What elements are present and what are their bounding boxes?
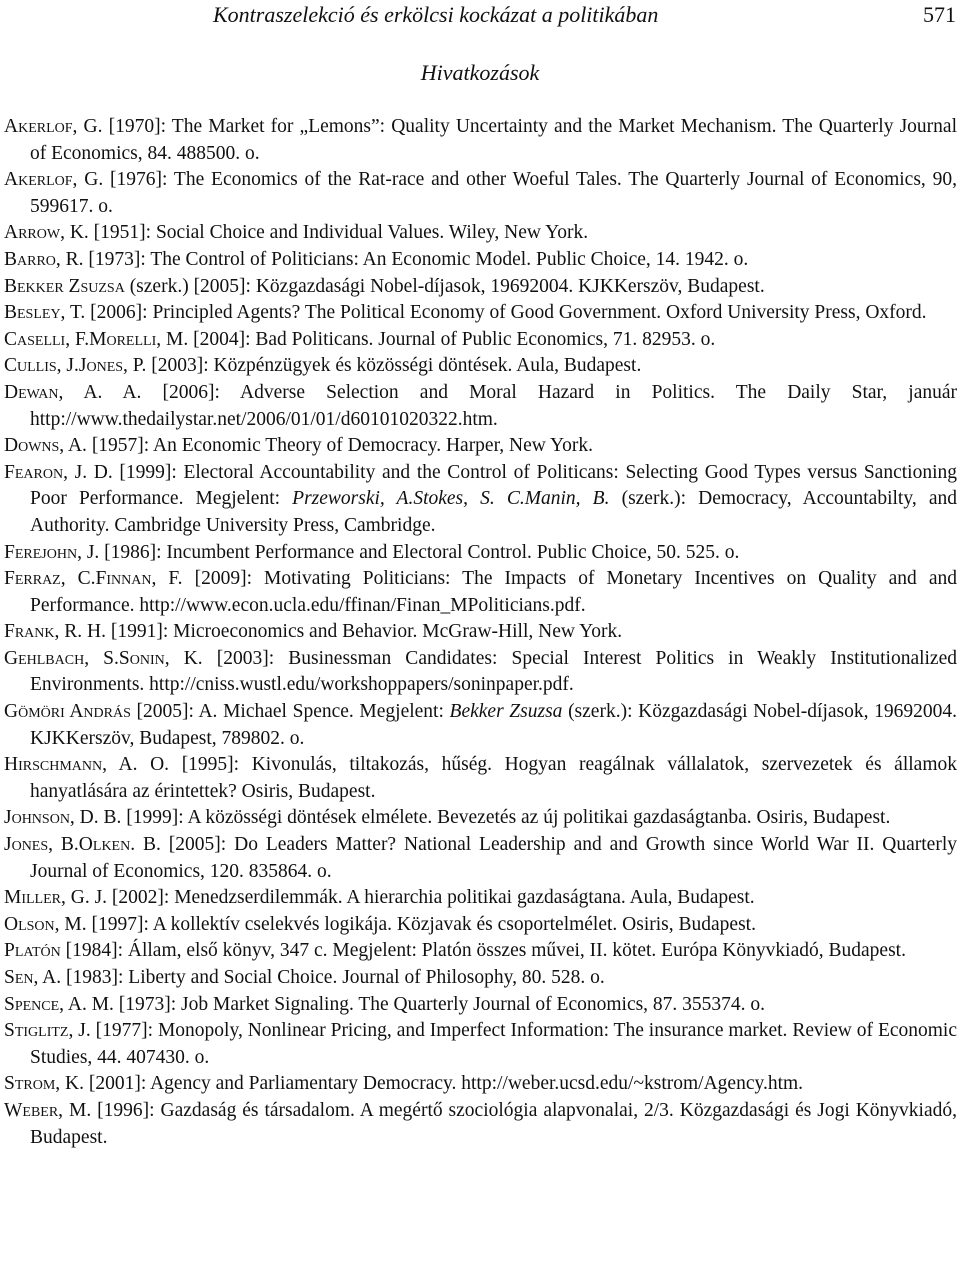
reference-entry [4, 832, 957, 885]
reference-author: Weber, M. [4, 1099, 92, 1121]
reference-text: [1951]: Social Choice and Individual Values. Wiley, New York. [88, 222, 589, 244]
reference-entry [4, 699, 957, 752]
reference-list [4, 114, 957, 1151]
reference-text: [1977]: Monopoly, Nonlinear Pricing, and Imperfect Information: The insurance market. Review of Economic Studies, 44. 407430. o. [30, 1020, 958, 1068]
reference-entry [4, 247, 957, 274]
reference-text: [1957]: An Economic Theory of Democracy. Harper, New York. [86, 435, 594, 457]
reference-author: Gömöri András [4, 701, 131, 723]
reference-author: Ferraz, C.Finnan, F. [4, 568, 183, 590]
reference-entry [4, 433, 957, 460]
reference-author: Sen, A. [4, 967, 62, 988]
reference-text: [1999]: Electoral Accountability and the Control of Politicans: Selecting Good Types versus Sanctioning Poor Performance. Megjelent: [30, 461, 957, 510]
reference-entry [4, 885, 957, 912]
reference-author: Fearon, J. D. [4, 461, 113, 483]
reference-author: Besley, T. [4, 302, 86, 324]
reference-entry [4, 220, 957, 247]
reference-author: Jones, B.Olken. B. [4, 834, 161, 856]
reference-entry [4, 566, 957, 619]
section-title: Hivatkozások [420, 60, 540, 85]
reference-entry [4, 167, 957, 220]
reference-text: [2001]: Agency and Parliamentary Democracy. http://weber.ucsd.edu/~kstrom/Agency.htm. [84, 1073, 804, 1095]
reference-author: Strom, K. [4, 1073, 85, 1095]
reference-text: [2003]: Közpénzügyek és közösségi döntések. Aula, Budapest. [146, 355, 642, 377]
reference-entry [4, 1098, 957, 1151]
reference-entry [4, 114, 957, 167]
reference-author: Dewan, A. A. [4, 381, 142, 403]
reference-author: Caselli, F.Morelli, M. [4, 328, 189, 350]
reference-author: Gehlbach, S.Sonin, K. [4, 647, 203, 669]
header-title: Kontraszelekció és erkölcsi kockázat a politikában [213, 2, 659, 27]
reference-italic-editors: Bekker Zsuzsa [449, 701, 563, 723]
reference-text: [1983]: Liberty and Social Choice. Journal of Philosophy, 80. 528. o. [61, 967, 605, 988]
reference-author: Arrow, K. [4, 222, 89, 244]
reference-text: [1997]: A kollektív cselekvés logikája. Közjavak és csoportelmélet. Osiris, Budapest. [86, 913, 756, 935]
reference-entry [4, 1071, 957, 1098]
reference-entry [4, 300, 957, 327]
reference-text-tail: (szerk.): Democracy, Accountabilty, and Authority. Cambridge University Press, Cambridge. [30, 488, 957, 536]
reference-text: [1984]: Állam, első könyv, 347 c. Megjelent: Platón összes művei, II. kötet. Európa Könyvkiadó, Budapest. [60, 940, 906, 962]
reference-author: Akerlof, G. [4, 116, 103, 137]
reference-text: [2005]: Do Leaders Matter? National Leadership and and Growth since World War II. Quarterly Journal of Economics, 120. 835864. o. [30, 834, 957, 882]
reference-author: Barro, R. [4, 248, 84, 270]
reference-text: [1976]: The Economics of the Rat-race and other Woeful Tales. The Quarterly Journal of Economics, 90, 599617. o. [30, 169, 957, 217]
reference-entry [4, 327, 957, 354]
reference-text: [2005]: A. Michael Spence. Megjelent: [130, 701, 450, 723]
reference-entry [4, 380, 957, 433]
reference-entry [4, 646, 957, 699]
reference-author: Miller, G. J. [4, 887, 108, 909]
reference-text: [2009]: Motivating Politicians: The Impacts of Monetary Incentives on Quality and and Performance. http://www.econ.ucla.edu/ffinan/Finan_MPoliticians.pdf. [30, 568, 957, 616]
reference-author: Platón [4, 940, 61, 962]
reference-text: [2003]: Businessman Candidates: Special Interest Politics in Weakly Institutionalized Environments. http://cniss.wustl.edu/workshoppapers/soninpaper.pdf. [30, 647, 957, 696]
reference-text: [2004]: Bad Politicans. Journal of Public Economics, 71. 82953. o. [188, 328, 716, 350]
reference-text: [1970]: The Market for „Lemons”: Quality Uncertainty and the Market Mechanism. The Quarterly Journal of Economics, 84. 488500. o. [30, 116, 957, 164]
reference-text: [1973]: Job Market Signaling. The Quarterly Journal of Economics, 87. 355374. o. [113, 993, 766, 1015]
reference-text: [1991]: Microeconomics and Behavior. McGraw-Hill, New York. [105, 621, 623, 643]
reference-author: Olson, M. [4, 913, 87, 935]
reference-author: Johnson, D. B. [4, 807, 122, 829]
reference-entry [4, 805, 957, 832]
reference-text: [2002]: Menedzserdilemmák. A hierarchia politikai gazdaságtana. Aula, Budapest. [107, 887, 755, 909]
reference-text-tail: (szerk.): Közgazdasági Nobel-díjasok, 19692004. KJKKerszöv, Budapest, 789802. o. [30, 701, 957, 749]
running-header [0, 0, 960, 30]
reference-text: [1996]: Gazdaság és társadalom. A megértő szociológia alapvonalai, 2/3. Közgazdasági és Jogi Könyvkiadó, Budapest. [30, 1099, 957, 1148]
reference-entry [4, 619, 957, 646]
reference-entry [4, 752, 957, 805]
reference-text: [2006]: Principled Agents? The Political Economy of Good Government. Oxford University Press, Oxford. [85, 302, 927, 324]
reference-entry [4, 1018, 957, 1071]
reference-author: Stiglitz, J. [4, 1020, 91, 1042]
reference-entry [4, 912, 957, 939]
reference-entry [4, 353, 957, 380]
reference-text: [1986]: Incumbent Performance and Electoral Control. Public Choice, 50. 525. o. [99, 541, 740, 563]
reference-text: [1973]: The Control of Politicians: An Economic Model. Public Choice, 14. 1942. o. [83, 248, 749, 270]
reference-author: Bekker Zsuzsa [4, 275, 125, 297]
reference-entry [4, 460, 957, 540]
reference-author: Ferejohn, J. [4, 541, 100, 563]
reference-author: Frank, R. H. [4, 621, 106, 643]
reference-author: Spence, A. M. [4, 993, 114, 1015]
reference-author: Downs, A. [4, 435, 87, 457]
reference-author: Cullis, J.Jones, P. [4, 355, 147, 377]
reference-author: Hirschmann, A. O. [4, 754, 170, 776]
page-number: 571 [923, 2, 956, 27]
reference-entry [4, 992, 957, 1019]
reference-entry [4, 540, 957, 567]
reference-author: Akerlof, G. [4, 169, 104, 191]
reference-entry [4, 938, 957, 965]
reference-entry [4, 274, 957, 301]
reference-text: [2006]: Adverse Selection and Moral Hazard in Politics. The Daily Star, január http://www.thedailystar.net/2006/01/01/d60101020322.htm. [30, 381, 957, 430]
reference-entry [4, 965, 957, 992]
reference-text: [1995]: Kivonulás, tiltakozás, hűség. Hogyan reagálnak vállalatok, szervezetek és államok hanyatlására az érintettek? Osiris, Budapest. [30, 754, 957, 802]
reference-text: (szerk.) [2005]: Közgazdasági Nobel-díjasok, 19692004. KJKKerszöv, Budapest. [124, 275, 765, 297]
reference-italic-editors: Przeworski, A.Stokes, S. C.Manin, B. [292, 488, 610, 510]
reference-text: [1999]: A közösségi döntések elmélete. Bevezetés az új politikai gazdaságtanba. Osiris, Budapest. [121, 807, 891, 829]
